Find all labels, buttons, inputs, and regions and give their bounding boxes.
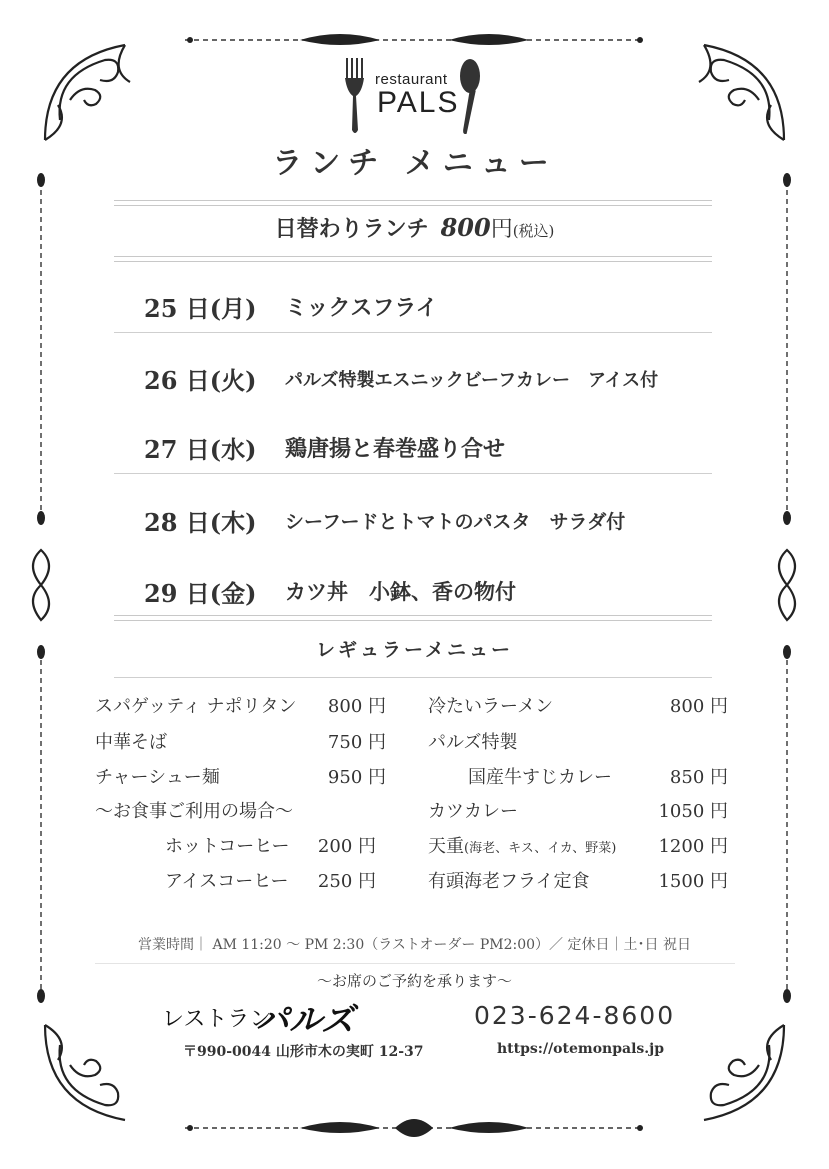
menu-item-price: 800 円 <box>669 696 728 717</box>
dish-name: ミックスフライ <box>285 295 438 321</box>
day-label: 26 日(火) <box>144 366 257 395</box>
menu-item-name: 冷たいラーメン <box>428 696 554 717</box>
menu-item-name: スパゲッティ ナポリタン <box>95 696 297 717</box>
menu-item-price: 800 円 <box>327 696 386 717</box>
divider <box>95 963 735 964</box>
dish-name: パルズ特製エスニックビーフカレー アイス付 <box>285 370 659 391</box>
menu-item-name: チャーシュー麺 <box>95 767 220 788</box>
daily-lunch-heading <box>0 212 829 243</box>
daily-price: 800 <box>440 213 491 242</box>
menu-item-price: 950 円 <box>327 767 386 788</box>
menu-item-name: 国産牛すじカレー <box>468 767 612 788</box>
dish-name: 鶏唐揚と春巻盛り合せ <box>285 436 506 462</box>
brand-prefix: レストラン <box>162 1006 272 1031</box>
day-label: 28 日(木) <box>144 508 257 537</box>
page-title: ランチ メニュー <box>272 146 557 181</box>
phone-number: 023-624-8600 <box>474 1001 676 1030</box>
menu-item-name: ホットコーヒー <box>165 836 290 857</box>
menu-section-note: ～お食事ご利用の場合～ <box>95 801 293 822</box>
daily-yen: 円 <box>490 217 513 242</box>
divider <box>114 473 712 474</box>
regular-menu-title: レギュラーメニュー <box>315 639 514 661</box>
dish-name: シーフードとトマトのパスタ サラダ付 <box>285 511 626 533</box>
menu-item-name: 中華そば <box>95 732 167 753</box>
menu-item-price: 200 円 <box>317 836 376 857</box>
menu-item-name-text: 天重 <box>428 836 464 857</box>
menu-item-name: アイスコーヒー <box>165 871 289 892</box>
address: 〒990-0044 山形市木の実町 12-37 <box>183 1044 424 1060</box>
day-label: 29 日(金) <box>144 579 257 608</box>
menu-item-name: 有頭海老フライ定食 <box>428 871 590 892</box>
brand-name: パルズ <box>256 1001 355 1038</box>
menu-item-name: カツカレー <box>428 801 518 822</box>
business-hours: 営業時間｜ AM 11:20 ～ PM 2:30（ラストオーダー PM2:00）／ 定休日｜土･日 祝日 <box>138 937 691 953</box>
menu-item-price: 1200 円 <box>658 836 728 857</box>
day-label: 25 日(月) <box>144 294 257 323</box>
dish-name: カツ丼 小鉢、香の物付 <box>285 579 516 604</box>
divider <box>114 200 712 206</box>
daily-label: 日替わりランチ <box>274 216 429 242</box>
menu-item-price: 750 円 <box>327 732 386 753</box>
logo-restaurant-text: restaurant <box>375 71 448 88</box>
website-url: https://otemonpals.jp <box>497 1041 665 1057</box>
daily-tax: (税込) <box>512 222 555 240</box>
menu-item-price: 850 円 <box>669 767 728 788</box>
divider <box>114 677 712 678</box>
menu-item-price: 1500 円 <box>658 871 728 892</box>
divider <box>114 256 712 262</box>
day-label: 27 日(水) <box>144 435 257 464</box>
menu-item-price: 250 円 <box>317 871 376 892</box>
logo-name: PALS <box>377 86 460 119</box>
menu-item-price: 1050 円 <box>658 801 728 822</box>
divider <box>114 332 712 333</box>
menu-item-name <box>428 832 616 858</box>
reservation-note: ～お席のご予約を承ります～ <box>316 972 512 990</box>
divider <box>114 615 712 621</box>
menu-item-name: パルズ特製 <box>428 732 518 753</box>
menu-item-note: (海老、キス、イカ、野菜) <box>464 841 617 856</box>
